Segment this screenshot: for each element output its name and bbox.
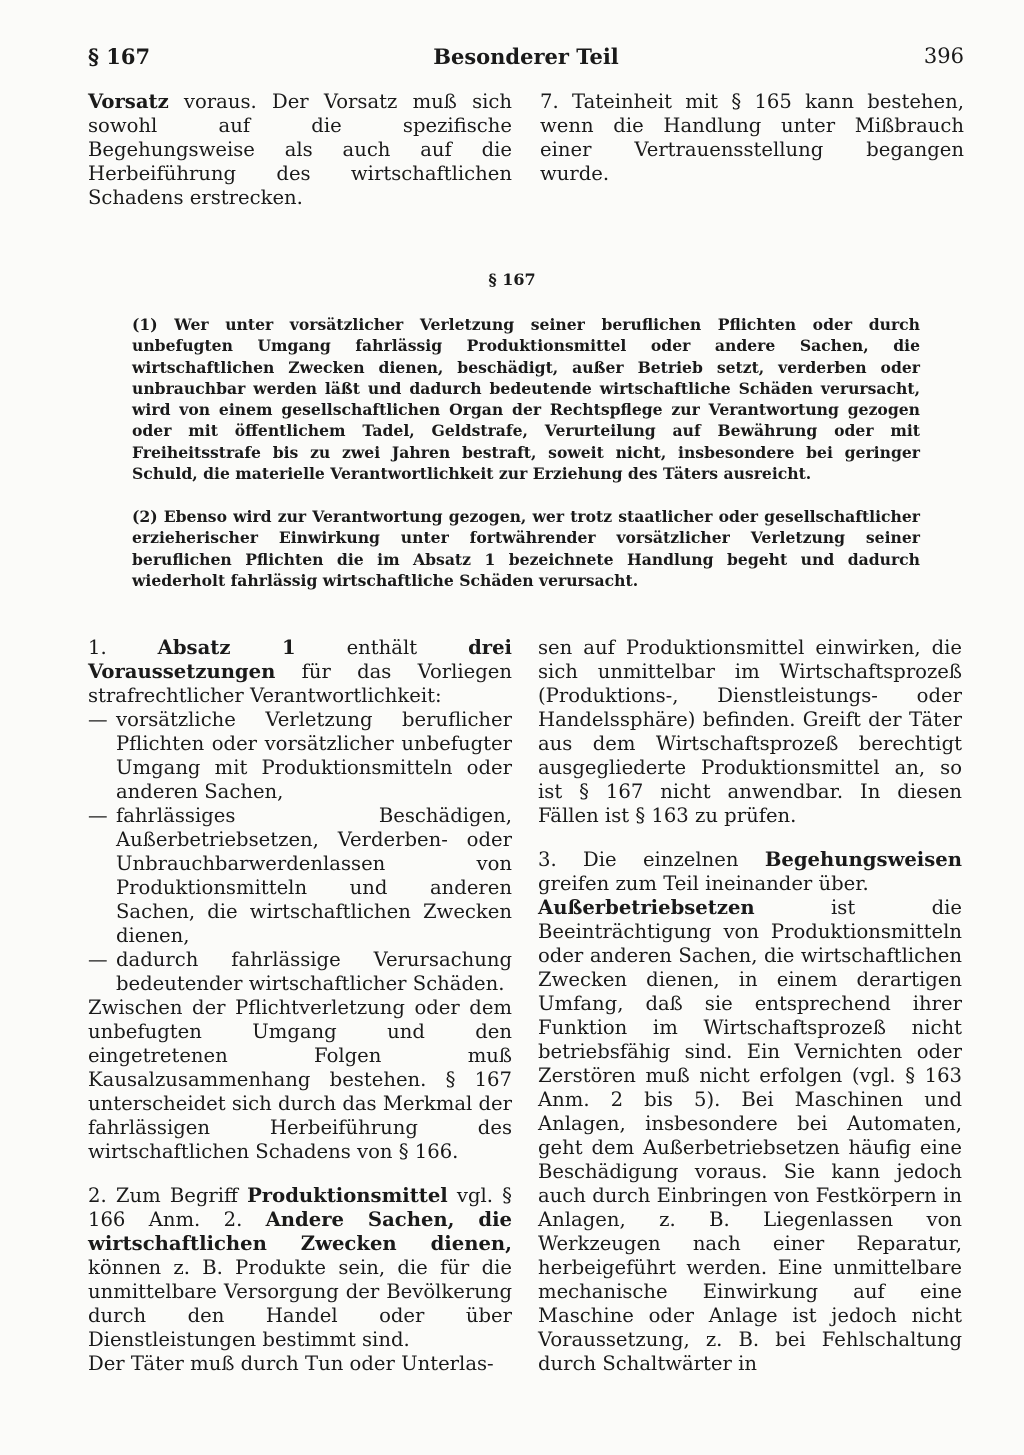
section-title: § 167	[488, 270, 536, 289]
statute-paragraph-1: (1) Wer unter vorsätzlicher Verletzung seiner beruflichen Pflichten oder durch unbefugten Umgang fahrlässig Produktionsmittel oder andere Sachen, die wirtschaftlichen Zwecken dienen, beschädigt, außer Betrieb setzt, verderben oder unbrauchbar werden läßt und dadurch bedeutende wirtschaftliche Schäden verursacht, wird von einem gesellschaftlichen Organ der Rechtspflege zur Verantwortung gezogen oder mit öffentlichem Tadel, Geldstrafe, Verurteilung auf Bewährung oder mit Freiheitsstrafe bis zu zwei Jahren bestraft, soweit nicht, insbesondere bei geringer Schuld, die materielle Verantwortlichkeit zur Erziehung des Täters ausreicht.	[132, 315, 920, 484]
top-left-paragraph	[88, 90, 512, 210]
note-2-text-b: vgl. § 166 Anm. 2.	[88, 1184, 512, 1231]
top-left-text: voraus. Der Vorsatz muß sich sowohl auf die spezifische Begehungsweise als auch auf die Herbeiführung des wirtschaftlichen Schadens erstrecken.	[88, 90, 512, 209]
note-3-definition	[538, 896, 962, 1376]
page-header	[88, 44, 964, 78]
commentary-left-column	[88, 636, 512, 1376]
statute-paragraph-2: (2) Ebenso wird zur Verantwortung gezogen, wer trotz staatlicher oder gesellschaftlicher erzieherischer Einwirkung unter fortwährender vorsätzlicher Verletzung seiner beruflichen Pflichten die im Absatz 1 bezeichnete Handlung begeht und dadurch wiederholt fahrlässig wirtschaftliche Schäden verursacht.	[132, 507, 920, 590]
note-1-text-a: enthält	[295, 636, 469, 659]
note-3-text-b: greifen zum Teil ineinander über.	[538, 872, 869, 895]
header-title: Besonderer Teil	[433, 44, 619, 69]
note-2-continued: sen auf Produktionsmittel einwirken, die sich unmittelbar im Wirtschaftsprozeß (Produktions-, Dienstleistungs- oder Handelssphäre) befinden. Greift der Täter aus dem Wirtschaftsprozeß berechtigt ausgegliederte Produktionsmittel an, so ist § 167 nicht anwendbar. In diesen Fällen ist § 163 zu prüfen.	[538, 636, 962, 827]
term-andere-sachen: Andere Sachen, die wirtschaftlichen Zwecken dienen,	[88, 1208, 512, 1255]
term-absatz-1: Absatz 1	[157, 636, 296, 659]
note-3-text-c: ist die Beeinträchtigung von Produktionsmitteln oder anderen Sachen, die wirtschaftlichen Zwecken dienen, in einem derartigen Umfang, daß sie entsprechend ihrer Funktion im Wirtschaftsprozeß nicht betriebsfähig sind. Ein Vernichten oder Zerstören muß nicht erfolgen (vgl. § 163 Anm. 2 bis 5). Bei Maschinen und Anlagen, insbesondere bei Automaten, geht dem Außerbetriebsetzen häufig eine Beschädigung voraus. Sie kann jedoch auch durch Einbringen von Festkörpern in Anlagen, z. B. Liegenlassen von Werkzeugen nach einer Reparatur, herbeigeführt werden. Eine unmittelbare mechanische Einwirkung auf eine Maschine oder Anlage ist jedoch nicht Voraussetzung, z. B. bei Fehlschaltung durch Schaltwärter in	[538, 896, 962, 1375]
commentary-right-column	[538, 636, 962, 1376]
term-drei-voraussetzungen: drei Voraussetzungen	[88, 636, 512, 683]
term-ausserbetriebsetzen: Außerbetriebsetzen	[538, 896, 755, 919]
note-3-text-a: 3. Die einzelnen	[538, 848, 765, 871]
list-item: — fahrlässiges Beschädigen, Außerbetriebsetzen, Verderben- oder Unbrauchbarwerdenlassen von Produktionsmitteln und anderen Sachen, die wirtschaftlichen Zwecken dienen,	[88, 804, 512, 948]
note-2-continuation: Der Täter muß durch Tun oder Unterlas-	[88, 1352, 494, 1375]
note-1-number: 1.	[88, 636, 107, 659]
note-7: 7. Tateinheit mit § 165 kann bestehen, wenn die Handlung unter Mißbrauch einer Vertrauensstellung begangen wurde.	[540, 90, 964, 185]
note-2-text-a: 2. Zum Begriff	[88, 1184, 248, 1207]
note-1-text-b: für das Vorliegen strafrechtlicher Verantwortlichkeit:	[88, 660, 512, 707]
header-section-ref: § 167	[88, 44, 151, 69]
term-produktionsmittel: Produktionsmittel	[247, 1184, 448, 1207]
top-left-column	[88, 90, 512, 210]
list-item: — dadurch fahrlässige Verursachung bedeutender wirtschaftlicher Schäden.	[88, 948, 512, 996]
note-3	[538, 848, 962, 896]
term-vorsatz: Vorsatz	[88, 90, 169, 113]
page-number: 396	[923, 44, 964, 68]
note-2	[88, 1184, 512, 1352]
note-1-conclusion: Zwischen der Pflichtverletzung oder dem unbefugten Umgang und den eingetretenen Folgen muß Kausalzusammenhang bestehen. § 167 unterscheidet sich durch das Merkmal der fahrlässigen Herbeiführung des wirtschaftlichen Schadens von § 166.	[88, 996, 512, 1163]
term-begehungsweisen: Begehungsweisen	[764, 848, 962, 871]
note-1-intro	[88, 636, 512, 708]
note-2-text-c: können z. B. Produkte sein, die für die unmittelbare Versorgung der Bevölkerung durch den Handel oder über Dienstleistungen bestimmt sind.	[88, 1256, 512, 1351]
list-item: — vorsätzliche Verletzung beruflicher Pflichten oder vorsätzlicher unbefugter Umgang mit Produktionsmitteln oder anderen Sachen,	[88, 708, 512, 804]
top-right-column	[540, 90, 964, 186]
